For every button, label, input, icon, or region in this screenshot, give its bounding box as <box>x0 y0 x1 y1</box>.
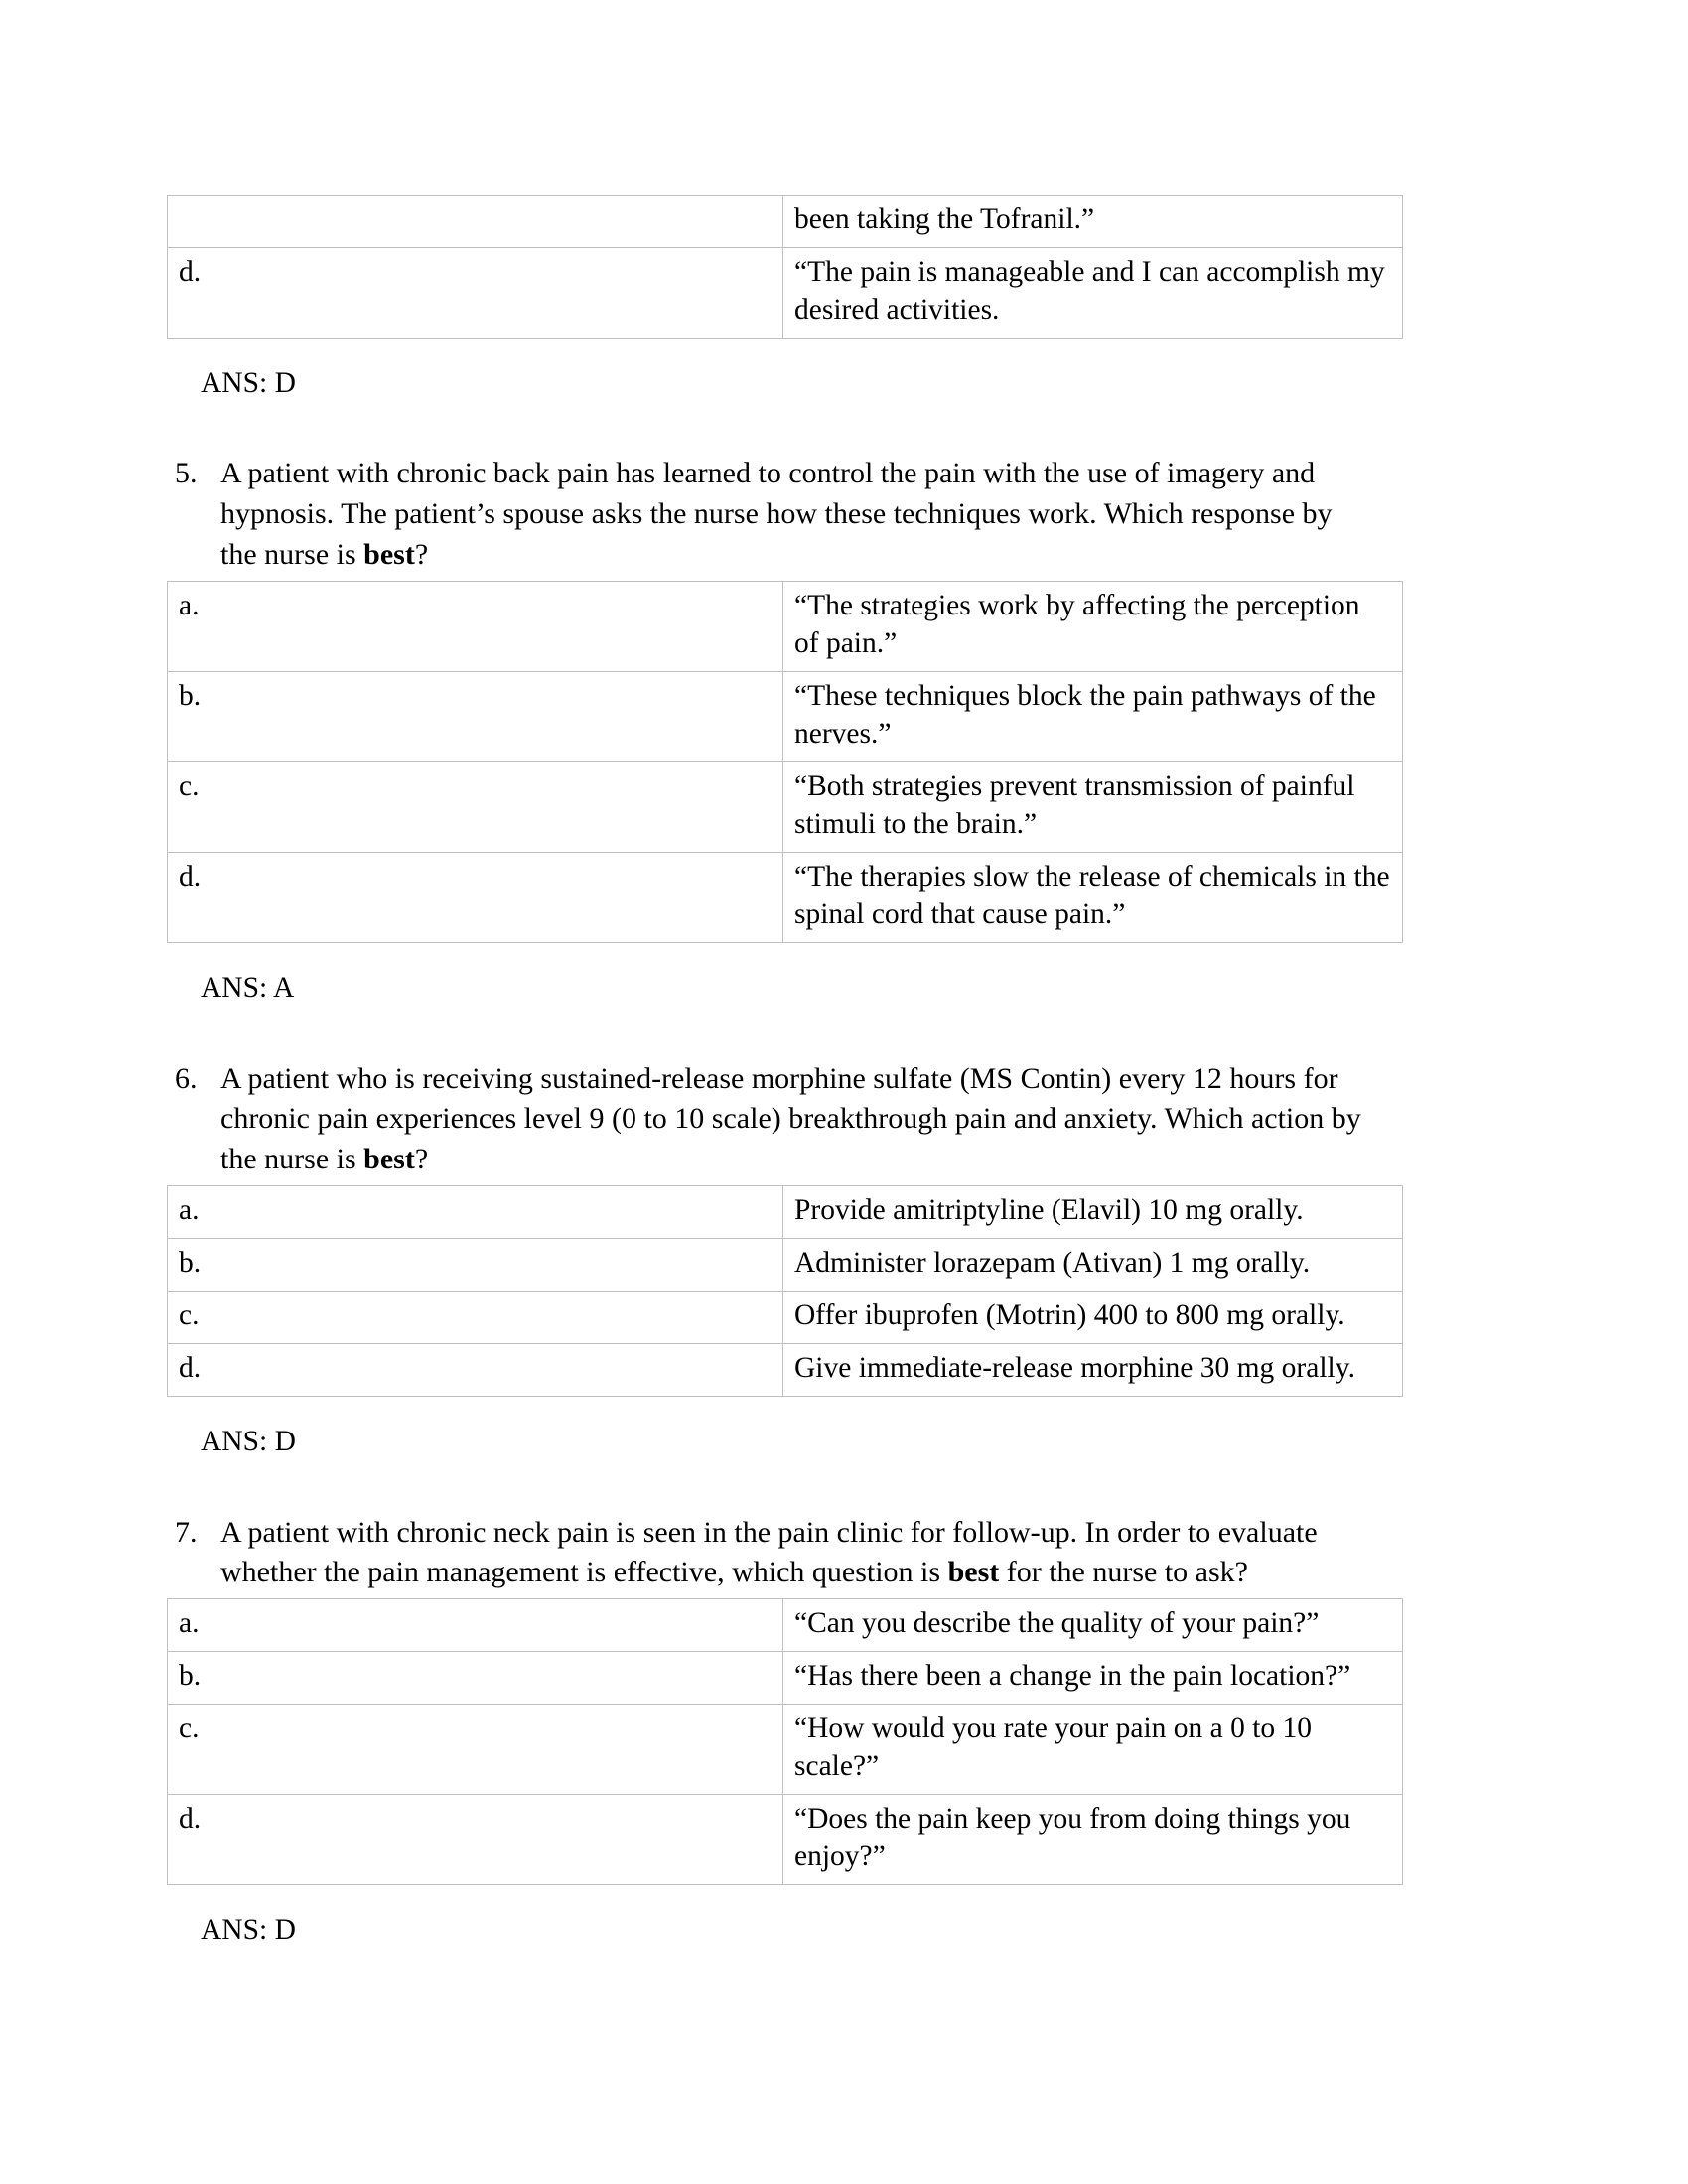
table-row <box>168 248 1403 339</box>
question-5 <box>167 454 1378 575</box>
question-emphasis: best <box>947 1556 1000 1589</box>
option-text: Administer lorazepam (Ativan) 1 mg orally. <box>783 1239 1403 1292</box>
question-emphasis: best <box>363 1143 415 1176</box>
table-row <box>168 1239 1403 1292</box>
option-letter: d. <box>168 248 783 339</box>
answer-table-q5 <box>167 581 1403 943</box>
question-emphasis: best <box>363 538 415 572</box>
option-text: “Has there been a change in the pain location?” <box>783 1652 1403 1705</box>
table-row <box>168 1185 1403 1238</box>
option-letter <box>168 196 783 248</box>
option-text: “How would you rate your pain on a 0 to 10 scale?” <box>783 1705 1403 1795</box>
table-row <box>168 581 1403 671</box>
option-letter: c. <box>168 1705 783 1795</box>
answer-table-q6 <box>167 1185 1403 1397</box>
question-7 <box>167 1513 1378 1594</box>
option-text: Offer ibuprofen (Motrin) 400 to 800 mg orally. <box>783 1292 1403 1344</box>
option-text: “The strategies work by affecting the perception of pain.” <box>783 581 1403 671</box>
option-letter: b. <box>168 671 783 761</box>
answer-label-q5: ANS: A <box>201 972 295 1005</box>
option-letter: c. <box>168 762 783 853</box>
question-text <box>220 1513 1378 1594</box>
table-row <box>168 1705 1403 1795</box>
option-text: “These techniques block the pain pathways of the nerves.” <box>783 671 1403 761</box>
option-letter: a. <box>168 581 783 671</box>
option-text: “The therapies slow the release of chemicals in the spinal cord that cause pain.” <box>783 853 1403 943</box>
option-letter: d. <box>168 853 783 943</box>
table-row <box>168 762 1403 853</box>
answer-table-continued <box>167 195 1403 339</box>
option-letter: c. <box>168 1292 783 1344</box>
question-text-part1: A patient who is receiving sustained-release morphine sulfate (MS Contin) every 12 hours for chronic pain experiences level 9 (0 to 10 scale) breakthrough pain and anxiety. Which action by the nurse is <box>220 1061 1361 1176</box>
answer-label-q4: ANS: D <box>201 367 296 400</box>
answer-table-q7 <box>167 1598 1403 1885</box>
question-text-part2: ? <box>414 1143 429 1176</box>
table-row <box>168 1795 1403 1885</box>
question-text <box>220 454 1378 575</box>
option-text: Give immediate-release morphine 30 mg orally. <box>783 1344 1403 1397</box>
option-letter: b. <box>168 1652 783 1705</box>
option-text: “Both strategies prevent transmission of painful stimuli to the brain.” <box>783 762 1403 853</box>
question-6 <box>167 1059 1378 1180</box>
option-text: “The pain is manageable and I can accomplish my desired activities. <box>783 248 1403 339</box>
answer-label-q7: ANS: D <box>201 1914 296 1947</box>
question-text-part2: ? <box>414 538 429 572</box>
table-row <box>168 1599 1403 1652</box>
table-row <box>168 196 1403 248</box>
question-text <box>220 1059 1378 1180</box>
question-number: 7. <box>175 1515 198 1549</box>
table-row <box>168 1292 1403 1344</box>
option-letter: a. <box>168 1185 783 1238</box>
option-letter: d. <box>168 1795 783 1885</box>
option-text: been taking the Tofranil.” <box>783 196 1403 248</box>
table-row <box>168 853 1403 943</box>
question-text-part1: A patient with chronic neck pain is seen in the pain clinic for follow-up. In order to evaluate whether the pain management is effective, which question is <box>220 1515 1318 1589</box>
option-text: “Can you describe the quality of your pain?” <box>783 1599 1403 1652</box>
option-letter: b. <box>168 1239 783 1292</box>
page-content <box>167 195 1390 1950</box>
option-letter: d. <box>168 1344 783 1397</box>
option-text: “Does the pain keep you from doing things you enjoy?” <box>783 1795 1403 1885</box>
question-text-part1: A patient with chronic back pain has learned to control the pain with the use of imagery and hypnosis. The patient’s spouse asks the nurse how these techniques work. Which response by the nurse is <box>220 457 1333 572</box>
option-text: Provide amitriptyline (Elavil) 10 mg orally. <box>783 1185 1403 1238</box>
table-row <box>168 671 1403 761</box>
answer-label-q6: ANS: D <box>201 1426 296 1458</box>
table-row <box>168 1344 1403 1397</box>
question-text-part2: for the nurse to ask? <box>999 1556 1248 1589</box>
question-number: 5. <box>175 457 198 490</box>
question-number: 6. <box>175 1061 198 1095</box>
option-letter: a. <box>168 1599 783 1652</box>
table-row <box>168 1652 1403 1705</box>
